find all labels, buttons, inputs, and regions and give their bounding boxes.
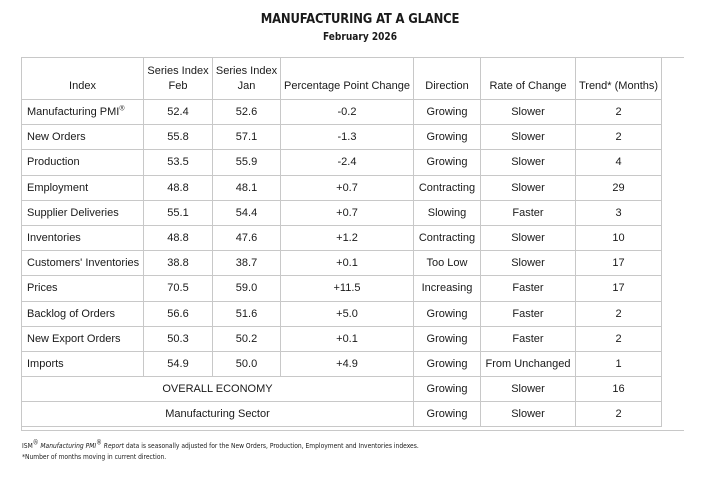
cell-rate: Slower [481,251,576,276]
row-index-label: Supplier Deliveries [22,200,144,225]
cell-change: +11.5 [281,276,414,301]
cell-rate: Faster [481,301,576,326]
cell-trend: 17 [576,276,662,301]
cell-series-jan: 51.6 [213,301,281,326]
page-title: MANUFACTURING AT A GLANCE [260,11,460,27]
cell-direction: Slowing [414,200,481,225]
table-row [22,326,662,351]
cell-series-jan: 50.0 [213,351,281,376]
cell-direction: Increasing [414,276,481,301]
cell-trend: 2 [576,402,662,427]
cell-direction: Growing [414,301,481,326]
cell-series-feb: 55.1 [144,200,213,225]
cell-change: -1.3 [281,125,414,150]
table-row [22,125,662,150]
cell-trend: 1 [576,351,662,376]
cell-trend: 2 [576,326,662,351]
table-row [22,301,662,326]
cell-trend: 3 [576,200,662,225]
cell-change: +0.7 [281,200,414,225]
cell-rate: From Unchanged [481,351,576,376]
cell-trend: 2 [576,125,662,150]
cell-direction: Growing [414,125,481,150]
row-index-label: Manufacturing PMI® [22,100,144,125]
summary-row [22,402,662,427]
row-index-label: Employment [22,175,144,200]
cell-rate: Faster [481,276,576,301]
table-row [22,200,662,225]
cell-direction: Too Low [414,251,481,276]
cell-direction: Growing [414,351,481,376]
table-row [22,225,662,250]
cell-rate: Slower [481,225,576,250]
cell-change: +1.2 [281,225,414,250]
row-index-label: Customers' Inventories [22,251,144,276]
page-subtitle: February 2026 [323,31,397,43]
cell-series-jan: 52.6 [213,100,281,125]
cell-change: +0.1 [281,326,414,351]
header-index: Index [22,58,144,100]
row-index-label: Inventories [22,225,144,250]
cell-series-jan: 38.7 [213,251,281,276]
cell-change: +0.7 [281,175,414,200]
cell-trend: 2 [576,301,662,326]
cell-series-feb: 50.3 [144,326,213,351]
cell-series-jan: 50.2 [213,326,281,351]
cell-series-feb: 38.8 [144,251,213,276]
cell-rate: Faster [481,326,576,351]
footnote-report: ISM® Manufacturing PMI® Report data is seasonally adjusted for the New Orders, Production, Employment and Inventories indexes. [22,438,419,450]
cell-rate: Faster [481,200,576,225]
cell-trend: 17 [576,251,662,276]
table-row [22,150,662,175]
row-index-label: Imports [22,351,144,376]
cell-change: +4.9 [281,351,414,376]
cell-direction: Contracting [414,225,481,250]
cell-trend: 29 [576,175,662,200]
cell-rate: Slower [481,402,576,427]
cell-trend: 2 [576,100,662,125]
registered-mark: ® [119,105,125,113]
summary-label: Manufacturing Sector [22,402,414,427]
cell-series-feb: 48.8 [144,175,213,200]
cell-change: +5.0 [281,301,414,326]
cell-direction: Contracting [414,175,481,200]
cell-direction: Growing [414,150,481,175]
cell-series-jan: 57.1 [213,125,281,150]
cell-change: -0.2 [281,100,414,125]
cell-direction: Growing [414,377,481,402]
table-header-row [22,58,662,100]
cell-change: +0.1 [281,251,414,276]
table-row [22,175,662,200]
cell-rate: Slower [481,175,576,200]
cell-direction: Growing [414,100,481,125]
cell-trend: 16 [576,377,662,402]
summary-row [22,377,662,402]
cell-series-jan: 48.1 [213,175,281,200]
cell-change: -2.4 [281,150,414,175]
table-row [22,100,662,125]
table-row [22,351,662,376]
cell-direction: Growing [414,326,481,351]
cell-rate: Slower [481,150,576,175]
cell-series-feb: 52.4 [144,100,213,125]
table-row [22,251,662,276]
cell-rate: Slower [481,377,576,402]
cell-trend: 4 [576,150,662,175]
cell-series-feb: 48.8 [144,225,213,250]
cell-series-jan: 59.0 [213,276,281,301]
footnote-trend: *Number of months moving in current direction. [22,452,167,461]
header-series-jan: Series Index Jan [213,58,281,100]
header-change: Percentage Point Change [281,58,414,100]
cell-direction: Growing [414,402,481,427]
cell-series-jan: 55.9 [213,150,281,175]
cell-series-feb: 70.5 [144,276,213,301]
cell-series-feb: 56.6 [144,301,213,326]
cell-series-feb: 55.8 [144,125,213,150]
header-rate: Rate of Change [481,58,576,100]
cell-series-feb: 53.5 [144,150,213,175]
cell-trend: 10 [576,225,662,250]
cell-rate: Slower [481,125,576,150]
cell-series-jan: 47.6 [213,225,281,250]
manufacturing-table [21,57,662,427]
cell-rate: Slower [481,100,576,125]
summary-label: OVERALL ECONOMY [22,377,414,402]
row-index-label: Prices [22,276,144,301]
table-row [22,276,662,301]
row-index-label: New Orders [22,125,144,150]
cell-series-jan: 54.4 [213,200,281,225]
header-trend: Trend* (Months) [576,58,662,100]
cell-series-feb: 54.9 [144,351,213,376]
row-index-label: Backlog of Orders [22,301,144,326]
header-direction: Direction [414,58,481,100]
row-index-label: New Export Orders [22,326,144,351]
row-index-label: Production [22,150,144,175]
header-series-feb: Series Index Feb [144,58,213,100]
